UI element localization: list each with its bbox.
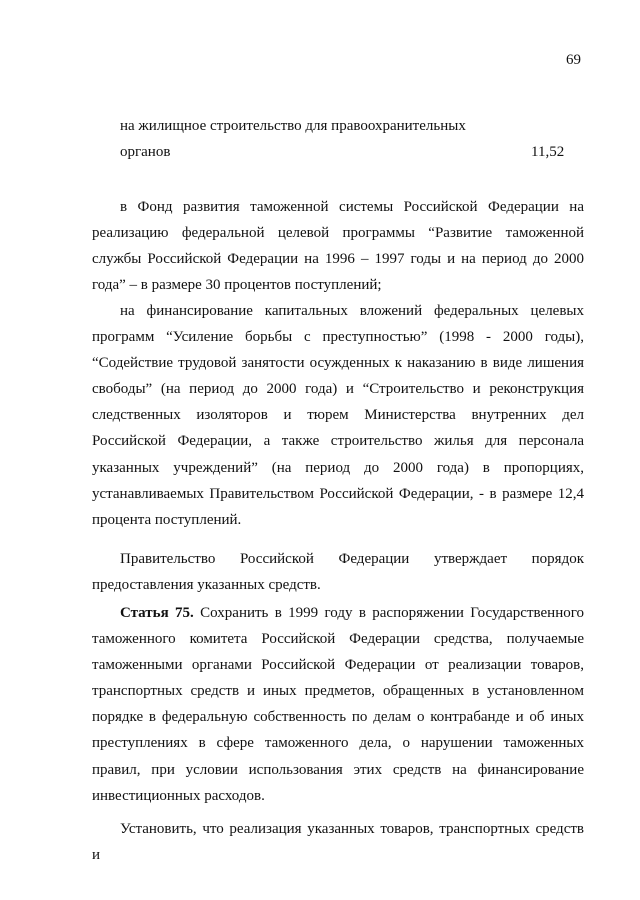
paragraph-sale-provision: Установить, что реализация указанных товаров, транспортных средств и: [92, 821, 584, 864]
page-number: 69: [566, 52, 581, 68]
article-75-heading: Статья 75.: [120, 605, 194, 621]
housing-item-line2: органов: [120, 144, 171, 160]
housing-item-line1: на жилищное строительство для правоохранительных: [120, 118, 466, 134]
paragraph-customs-fund: в Фонд развития таможенной системы Российской Федерации на реализацию федеральной целевой программы “Развитие таможенной службы Российской Федерации на 1996 – 1997 годы и на период до 2000 года” – в размере 30 процентов поступлений;: [92, 199, 584, 294]
paragraph-government-procedure: Правительство Российской Федерации утверждает порядок предоставления указанных средств.: [92, 551, 584, 594]
housing-item-amount: 11,52: [531, 144, 565, 160]
article-75-text: Сохранить в 1999 году в распоряжении Государственного таможенного комитета Российской Федерации средства, получаемые таможенными органами Российской Федерации от реализации товаров, транспортных средств и иных предметов, обращенных в установленном порядке в федеральную собственность по делам о контрабанде и об иных преступлениях в сфере таможенного дела, о нарушении таможенных правил, при условии использования этих средств на финансирование инвестиционных расходов.: [92, 605, 584, 804]
paragraph-capital-investments: на финансирование капитальных вложений федеральных целевых программ “Усиление борьбы с преступностью” (1998 - 2000 годы), “Содействие трудовой занятости осужденных к наказанию в виде лишения свободы” (на период до 2000 года) и “Строительство и реконструкция следственных изоляторов и тюрем Министерства внутренних дел Российской Федерации, а также строительство жилья для персонала указанных учреждений” (на период до 2000 года) в пропорциях, устанавливаемых Правительством Российской Федерации, - в размере 12,4 процента поступлений.: [92, 303, 584, 528]
paragraph-article-75: [92, 600, 584, 809]
